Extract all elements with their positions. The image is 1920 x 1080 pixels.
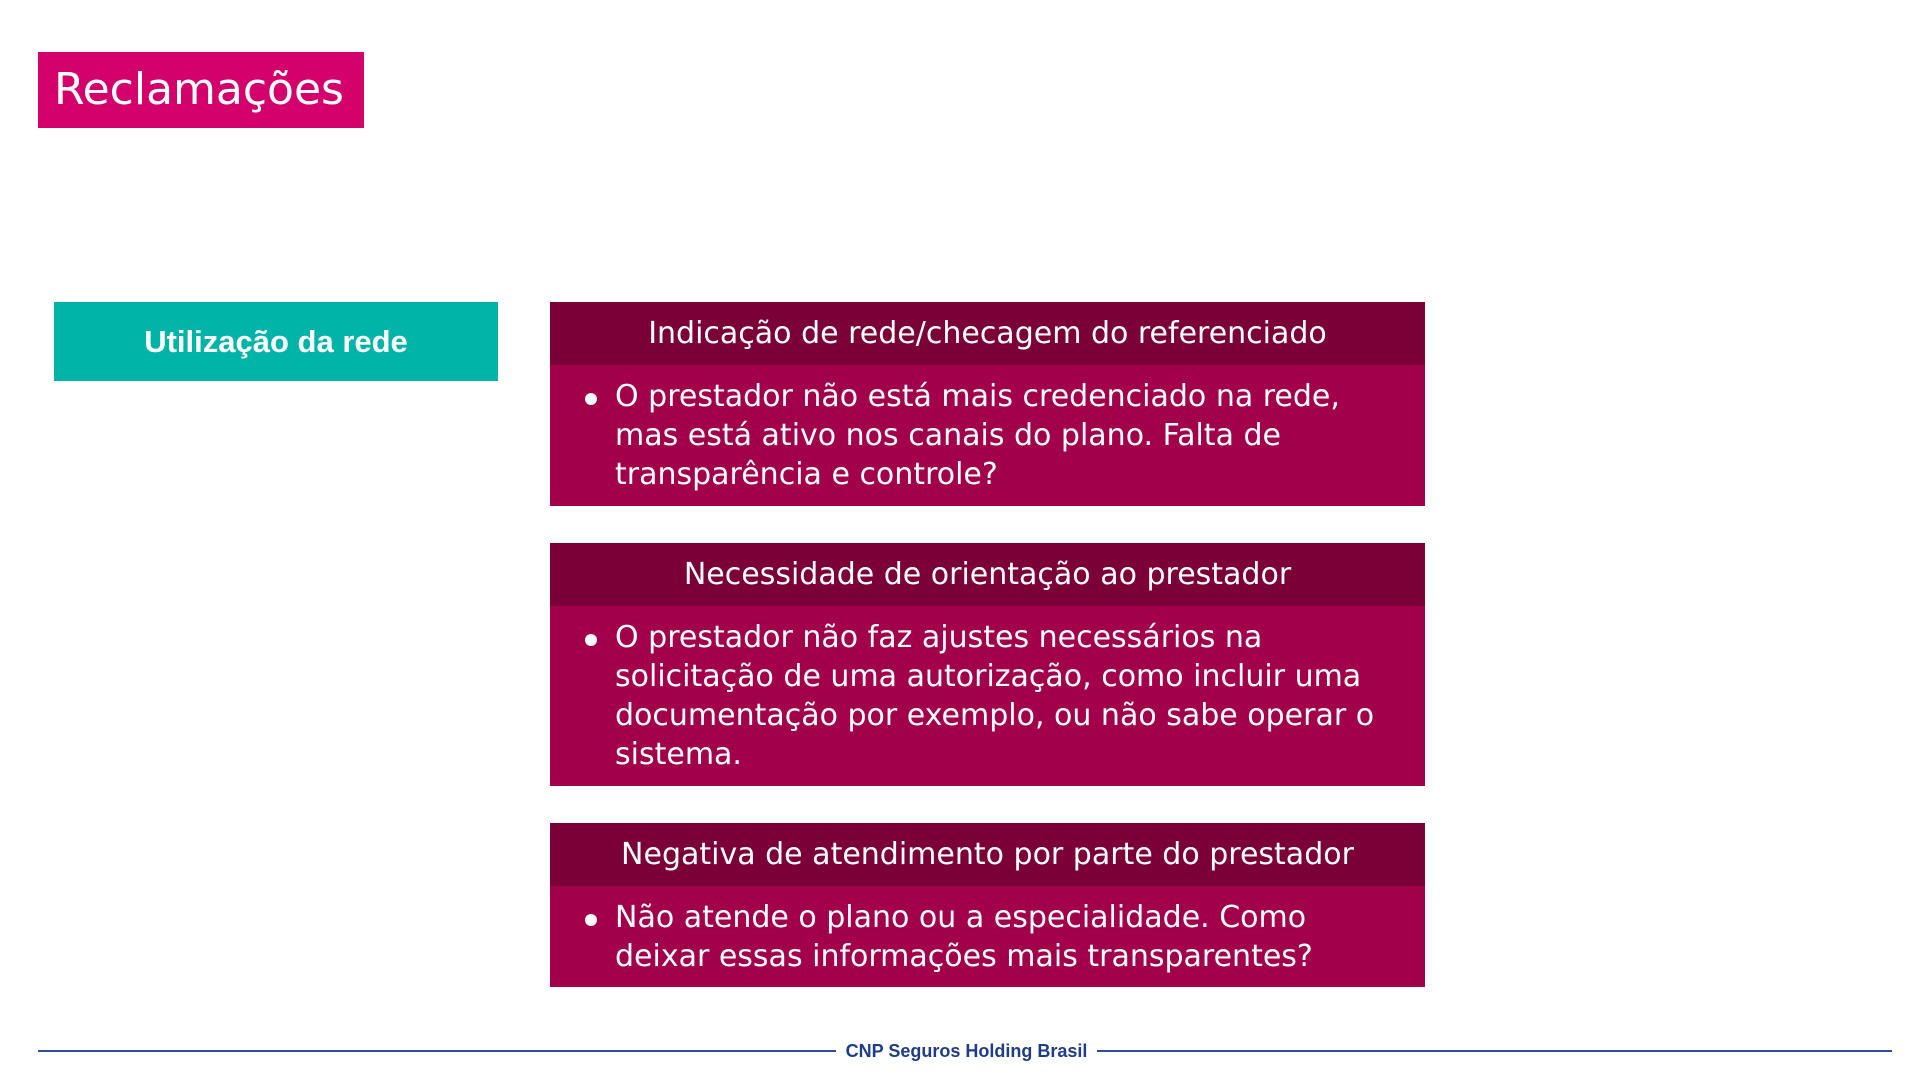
card-header: Necessidade de orientação ao prestador [550,543,1425,606]
complaint-card [550,302,1425,506]
bullet-icon [585,914,597,926]
page-title: Reclamações [38,52,364,128]
card-body [550,886,1425,976]
footer-divider-left [38,1050,836,1052]
card-header: Indicação de rede/checagem do referenciado [550,302,1425,365]
card-bullet-text: O prestador não está mais credenciado na rede, mas está ativo nos canais do plano. Falta de transparência e controle? [615,379,1340,492]
card-header: Negativa de atendimento por parte do prestador [550,823,1425,886]
complaint-card [550,543,1425,786]
category-label: Utilização da rede [54,302,498,381]
bullet-icon [585,634,597,646]
card-body [550,606,1425,774]
complaint-card [550,823,1425,987]
footer-divider-right [1097,1050,1892,1052]
card-body [550,365,1425,494]
card-bullet-text: Não atende o plano ou a especialidade. Como deixar essas informações mais transparentes? [615,900,1313,974]
bullet-icon [585,393,597,405]
footer-brand: CNP Seguros Holding Brasil [845,1041,1088,1061]
card-bullet-text: O prestador não faz ajustes necessários na solicitação de uma autorização, como incluir uma documentação por exemplo, ou não sabe operar o sistema. [615,620,1375,772]
